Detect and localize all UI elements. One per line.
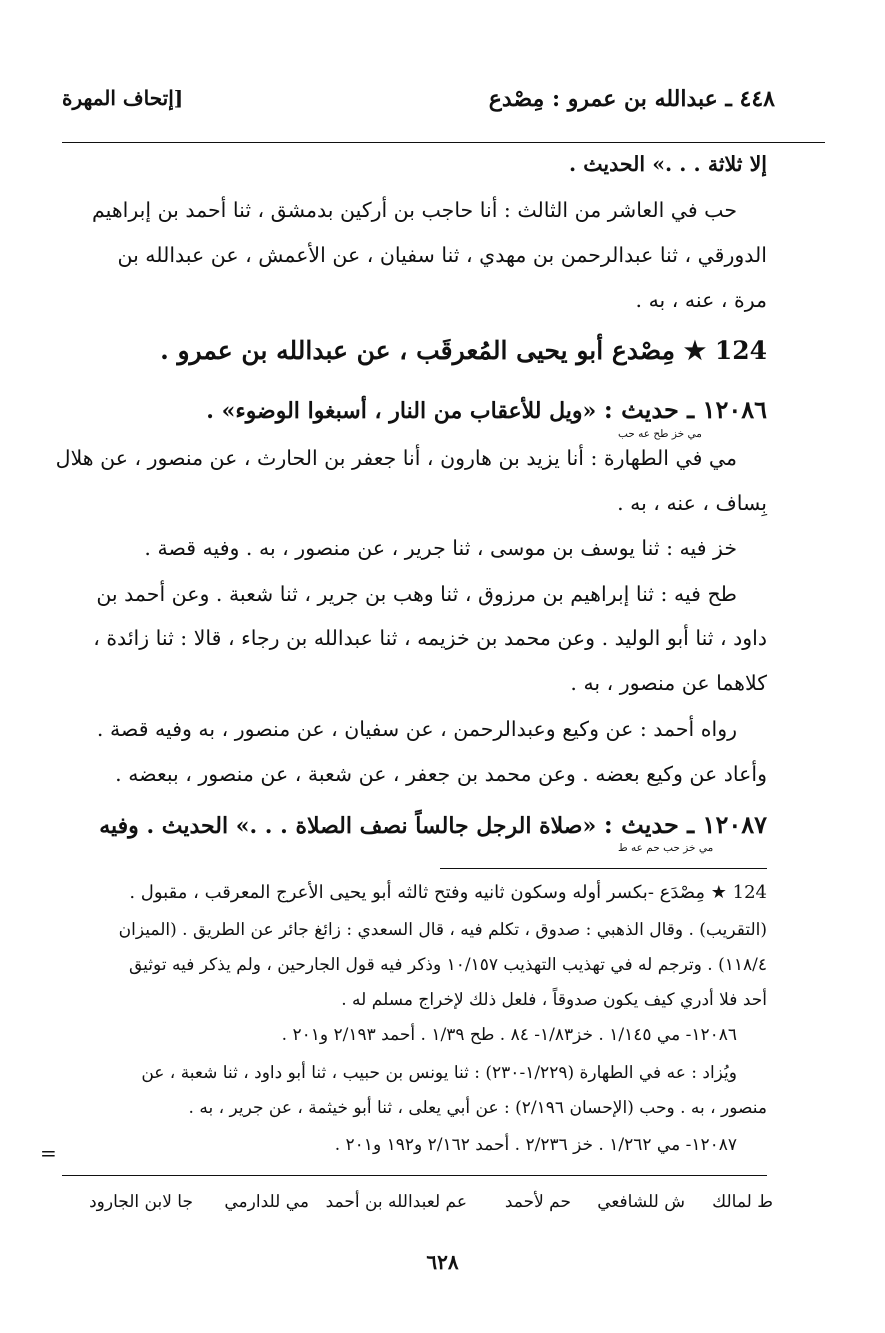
abbrev-key: حم لأحمد <box>504 1192 571 1212</box>
footnote-line: ويُزاد : عه في الطهارة (١/٢٢٩-٢٣٠) : ثنا يونس بن حبيب ، ثنا أبو داود ، ثنا شعبة ، عن <box>141 1063 737 1083</box>
hadith-heading <box>99 810 767 839</box>
body-line: إلا ثلاثة . . .» الحديث . <box>569 152 767 176</box>
body-line: مرة ، عنه ، به . <box>635 288 767 312</box>
hadith-sigla: مي خز طح عه حب <box>618 428 702 440</box>
body-line: رواه أحمد : عن وكيع وعبدالرحمن ، عن سفيان ، عن منصور ، به وفيه قصة . <box>96 717 737 741</box>
footnote-line: أحد فلا أدري كيف يكون صدوقاً ، فلعل ذلك لإخراج مسلم له . <box>341 990 767 1010</box>
body-line: الدورقي ، ثنا عبدالرحمن بن مهدي ، ثنا سفيان ، عن الأعمش ، عن عبدالله بن <box>117 243 767 267</box>
footnote-rule <box>440 868 767 869</box>
body-line: حب في العاشر من الثالث : أنا حاجب بن أركين بدمشق ، ثنا أحمد بن إبراهيم <box>92 198 737 222</box>
narrator-entry <box>160 336 767 365</box>
abbrev-key: ط لمالك <box>712 1192 773 1212</box>
running-header-title: ٤٤٨ ـ عبدالله بن عمرو : مِصْدع <box>488 86 775 112</box>
hadith-number: ١٢٠٨٧ ـ حديث : <box>603 810 767 839</box>
hadith-text: «صلاة الرجل جالساً نصف الصلاة . . .» الحديث . وفيه <box>99 813 597 839</box>
abbrev-key: جا لابن الجارود <box>89 1192 193 1212</box>
entry-number: 124 ★ <box>683 336 767 365</box>
hadith-heading <box>206 395 767 424</box>
footnote-line: منصور ، به . وحب (الإحسان ٢/١٩٦) : عن أبي يعلى ، ثنا أبو خيثمة ، عن جرير ، به . <box>188 1098 767 1118</box>
body-line: وأعاد عن وكيع بعضه . وعن محمد بن جعفر ، عن شعبة ، عن منصور ، ببعضه . <box>115 762 767 786</box>
body-line: مي في الطهارة : أنا يزيد بن هارون ، أنا جعفر بن الحارث ، عن منصور ، عن هلال <box>55 446 737 470</box>
page-number: ٦٢٨ <box>426 1250 459 1274</box>
hadith-number: ١٢٠٨٦ ـ حديث : <box>603 395 767 424</box>
footnote-line: ١٢٠٨٧- مي ١/٢٦٢ . خز ٢/٢٣٦ . أحمد ٢/١٦٢ و١٩٢ و٢٠١ . <box>334 1135 737 1155</box>
body-line: داود ، ثنا أبو الوليد . وعن محمد بن خزيمه ، ثنا عبدالله بن رجاء ، قالا : ثنا زائدة ، <box>93 626 767 650</box>
footnote-line: (التقريب) . وقال الذهبي : صدوق ، تكلم فيه ، قال السعدي : زائغ جائر عن الطريق . (الميزان <box>118 920 767 940</box>
footnote-line: ١٢٠٨٦- مي ١/١٤٥ . خز١/٨٣- ٨٤ . طح ١/٣٩ . أحمد ٢/١٩٣ و٢٠١ . <box>281 1025 737 1045</box>
footnote-line: ١١٨/٤) . وترجم له في تهذيب التهذيب ١٠/١٥٧ وذكر فيه قول الجارحين ، ولم يذكر فيه توثيق <box>129 955 767 975</box>
footnote-line: 124 ★ مِصْدَع -بكسر أوله وسكون ثانيه وفتح ثالثه أبو يحيى الأعرج المعرقب ، مقبول . <box>129 882 767 903</box>
body-line: بِساف ، عنه ، به . <box>617 491 767 515</box>
abbrev-key: مي للدارمي <box>224 1192 309 1212</box>
continuation-mark: = <box>40 1141 57 1165</box>
abbrev-key: ش للشافعي <box>597 1192 685 1212</box>
entry-title: مِصْدع أبو يحيى المُعرقَب ، عن عبدالله بن عمرو . <box>160 336 675 365</box>
key-rule <box>62 1175 767 1176</box>
body-line: خز فيه : ثنا يوسف بن موسى ، ثنا جرير ، عن منصور ، به . وفيه قصة . <box>144 536 737 560</box>
body-line: كلاهما عن منصور ، به . <box>570 671 767 695</box>
body-line: طح فيه : ثنا إبراهيم بن مرزوق ، ثنا وهب بن جرير ، ثنا شعبة . وعن أحمد بن <box>96 582 737 606</box>
running-header-book: [إتحاف المهرة <box>62 86 184 110</box>
abbrev-key: عم لعبدالله بن أحمد <box>325 1192 467 1212</box>
hadith-text: «ويل للأعقاب من النار ، أسبغوا الوضوء» . <box>206 398 597 424</box>
header-rule <box>62 142 825 143</box>
hadith-sigla: مي خز حب حم عه ط <box>618 842 714 854</box>
